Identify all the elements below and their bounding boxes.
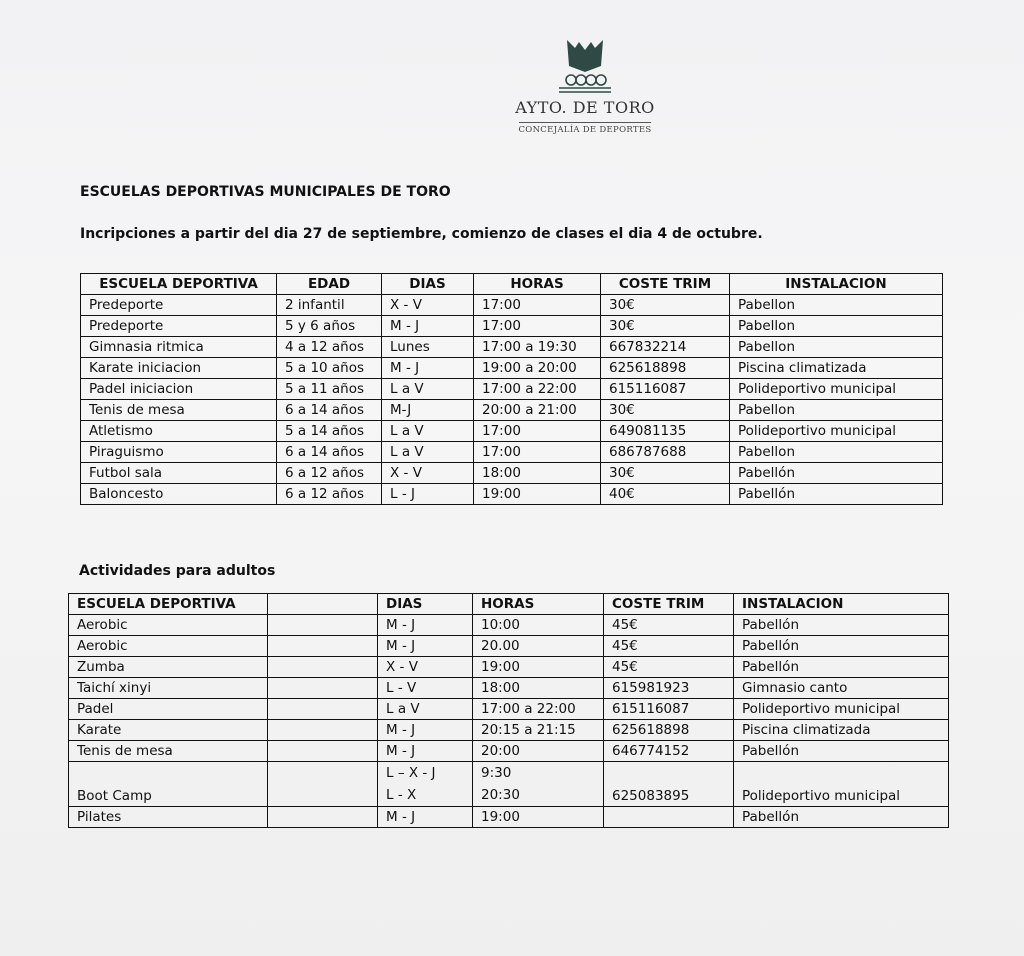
table-cell: M - J	[378, 807, 473, 828]
table-row	[81, 400, 943, 421]
table-cell: 19:00	[473, 807, 604, 828]
table-cell: L - J	[382, 484, 474, 505]
table-row	[69, 762, 949, 807]
table-cell: 18:00	[473, 678, 604, 699]
table-cell: 646774152	[604, 741, 734, 762]
table-cell: Pilates	[69, 807, 268, 828]
table-cell: 45€	[604, 636, 734, 657]
column-header: HORAS	[474, 274, 601, 295]
table-cell: Pabellón	[734, 741, 949, 762]
column-header: COSTE TRIM	[604, 594, 734, 615]
table-cell: 17:00	[474, 295, 601, 316]
table-row	[81, 463, 943, 484]
table-cell: Karate iniciacion	[81, 358, 277, 379]
table-cell: 649081135	[601, 421, 730, 442]
table-cell: Aerobic	[69, 615, 268, 636]
column-header: COSTE TRIM	[601, 274, 730, 295]
table-cell	[268, 678, 378, 699]
document-title: ESCUELAS DEPORTIVAS MUNICIPALES DE TORO	[80, 184, 451, 200]
table-cell: Tenis de mesa	[69, 741, 268, 762]
table-cell: 625618898	[601, 358, 730, 379]
table-cell: 6 a 12 años	[277, 463, 382, 484]
table-cell: 17:00 a 22:00	[473, 699, 604, 720]
table-cell: X - V	[382, 463, 474, 484]
table-cell: 19:00 a 20:00	[474, 358, 601, 379]
adults-heading: Actividades para adultos	[79, 563, 276, 579]
table-cell: Aerobic	[69, 636, 268, 657]
table-cell: 18:00	[474, 463, 601, 484]
table-cell: Polideportivo municipal	[730, 421, 943, 442]
table-row	[81, 484, 943, 505]
table-cell: 45€	[604, 615, 734, 636]
enrollment-notice: Incripciones a partir del dia 27 de septiembre, comienzo de clases el dia 4 de octubre.	[80, 226, 763, 242]
table-row	[81, 379, 943, 400]
table-cell: M - J	[378, 741, 473, 762]
column-header: ESCUELA DEPORTIVA	[81, 274, 277, 295]
table-cell: M - J	[378, 636, 473, 657]
column-header: HORAS	[473, 594, 604, 615]
table-cell: Pabellón	[734, 636, 949, 657]
table-cell: L a V	[382, 421, 474, 442]
column-header: EDAD	[277, 274, 382, 295]
table-row	[69, 678, 949, 699]
table-cell: Gimnasia ritmica	[81, 337, 277, 358]
table-cell: Atletismo	[81, 421, 277, 442]
table-cell: L a V	[382, 442, 474, 463]
table-row	[81, 295, 943, 316]
column-header: DIAS	[378, 594, 473, 615]
table-cell	[604, 807, 734, 828]
table-cell: Lunes	[382, 337, 474, 358]
table-row	[81, 421, 943, 442]
adults-table	[68, 593, 949, 828]
table-cell: 6 a 14 años	[277, 400, 382, 421]
table-cell: X - V	[382, 295, 474, 316]
table-cell: 2 infantil	[277, 295, 382, 316]
table-cell: Padel iniciacion	[81, 379, 277, 400]
table-cell: 625083895	[604, 762, 734, 807]
table-cell: 40€	[601, 484, 730, 505]
table-cell: 17:00	[474, 421, 601, 442]
table-cell: 625618898	[604, 720, 734, 741]
table-cell: 17:00	[474, 316, 601, 337]
table-cell: 686787688	[601, 442, 730, 463]
table-cell	[268, 615, 378, 636]
table-cell	[268, 657, 378, 678]
table-cell: M - J	[382, 316, 474, 337]
table-cell: 20:15 a 21:15	[473, 720, 604, 741]
table-cell: Baloncesto	[81, 484, 277, 505]
table-cell: 17:00 a 22:00	[474, 379, 601, 400]
table-cell: Zumba	[69, 657, 268, 678]
table-cell: Pabellón	[730, 484, 943, 505]
table-cell	[268, 720, 378, 741]
schools-table	[80, 273, 943, 505]
table-cell	[268, 807, 378, 828]
table-cell: 20:00 a 21:00	[474, 400, 601, 421]
table-cell: Pabellon	[730, 295, 943, 316]
table-cell: 19:00	[474, 484, 601, 505]
table-row	[69, 720, 949, 741]
table-cell: Taichí xinyi	[69, 678, 268, 699]
table-cell: X - V	[378, 657, 473, 678]
table-cell	[268, 636, 378, 657]
letterhead-name: AYTO. DE TORO	[515, 98, 655, 117]
table-cell: Polideportivo municipal	[734, 699, 949, 720]
table-cell: Pabellón	[730, 463, 943, 484]
table-cell: Boot Camp	[69, 762, 268, 807]
letterhead-logo	[505, 36, 665, 136]
table-cell	[268, 741, 378, 762]
table-cell: Polideportivo municipal	[734, 762, 949, 807]
table-cell: 30€	[601, 400, 730, 421]
table-cell: Piraguismo	[81, 442, 277, 463]
table-cell: 30€	[601, 316, 730, 337]
table-row	[81, 337, 943, 358]
table-cell: Piscina climatizada	[730, 358, 943, 379]
table-cell: 6 a 14 años	[277, 442, 382, 463]
coat-of-arms-icon	[557, 36, 613, 96]
table-cell: 5 y 6 años	[277, 316, 382, 337]
table-cell: 30€	[601, 463, 730, 484]
table-cell: Pabellon	[730, 442, 943, 463]
table-row	[69, 636, 949, 657]
table-cell: L – X - J L - X	[378, 762, 473, 807]
column-header: DIAS	[382, 274, 474, 295]
table-cell: L - V	[378, 678, 473, 699]
column-header	[268, 594, 378, 615]
table-cell: Pabellon	[730, 400, 943, 421]
table-cell: 30€	[601, 295, 730, 316]
table-cell: 10:00	[473, 615, 604, 636]
table-cell: Piscina climatizada	[734, 720, 949, 741]
table-row	[69, 741, 949, 762]
table-cell: Predeporte	[81, 316, 277, 337]
table-cell: M - J	[378, 615, 473, 636]
table-cell: 9:30 20:30	[473, 762, 604, 807]
table-cell: Padel	[69, 699, 268, 720]
table-cell: M-J	[382, 400, 474, 421]
table-cell: Futbol sala	[81, 463, 277, 484]
table-cell: 17:00	[474, 442, 601, 463]
table-cell: 17:00 a 19:30	[474, 337, 601, 358]
table-row	[81, 316, 943, 337]
table-cell: Karate	[69, 720, 268, 741]
table-cell: 667832214	[601, 337, 730, 358]
table-row	[81, 442, 943, 463]
table-cell: 5 a 11 años	[277, 379, 382, 400]
table-cell: 20:00	[473, 741, 604, 762]
table-cell: 6 a 12 años	[277, 484, 382, 505]
table-row	[69, 615, 949, 636]
table-cell: Polideportivo municipal	[730, 379, 943, 400]
column-header: INSTALACION	[734, 594, 949, 615]
table-cell: Gimnasio canto	[734, 678, 949, 699]
table-cell: 5 a 10 años	[277, 358, 382, 379]
column-header: INSTALACION	[730, 274, 943, 295]
table-cell: 4 a 12 años	[277, 337, 382, 358]
table-header-row	[81, 274, 943, 295]
table-row	[69, 699, 949, 720]
table-cell: M - J	[382, 358, 474, 379]
table-cell	[268, 699, 378, 720]
table-cell: 615116087	[601, 379, 730, 400]
table-row	[81, 358, 943, 379]
table-cell	[268, 762, 378, 807]
table-cell: Predeporte	[81, 295, 277, 316]
table-cell: Tenis de mesa	[81, 400, 277, 421]
table-header-row	[69, 594, 949, 615]
table-cell: L a V	[378, 699, 473, 720]
table-cell: Pabellón	[734, 657, 949, 678]
table-cell: 5 a 14 años	[277, 421, 382, 442]
table-cell: 615116087	[604, 699, 734, 720]
table-cell: 615981923	[604, 678, 734, 699]
table-cell: Pabellón	[734, 615, 949, 636]
letterhead-subtitle: CONCEJALÍA DE DEPORTES	[519, 122, 652, 135]
table-cell: 45€	[604, 657, 734, 678]
table-cell: M - J	[378, 720, 473, 741]
table-cell: 20.00	[473, 636, 604, 657]
table-cell: L a V	[382, 379, 474, 400]
table-cell: Pabellón	[734, 807, 949, 828]
column-header: ESCUELA DEPORTIVA	[69, 594, 268, 615]
table-row	[69, 657, 949, 678]
table-row	[69, 807, 949, 828]
table-cell: Pabellon	[730, 337, 943, 358]
table-cell: 19:00	[473, 657, 604, 678]
table-cell: Pabellon	[730, 316, 943, 337]
